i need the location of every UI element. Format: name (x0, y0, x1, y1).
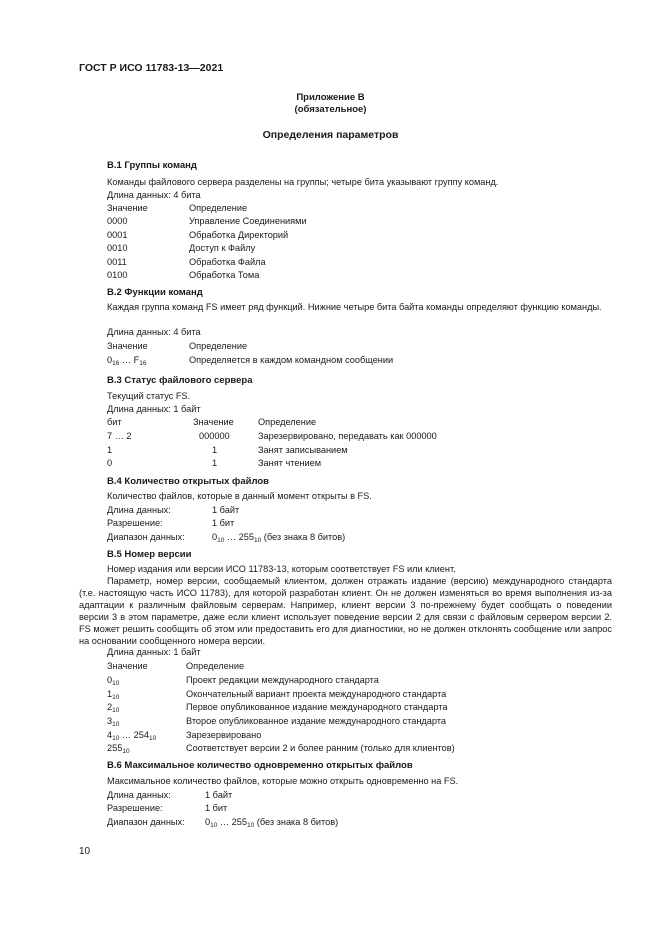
col-value-header: Значение (193, 417, 234, 427)
section-b5-para: Параметр, номер версии, сообщаемый клиентом, должен отражать издание (версию) международного стандарта (т.е. настоящую часть ИСО 11783), для которой разработан клиент. Он не должен изменяться во время выполнения из-за адаптации к различным файловым серверам. Например, клиент версии 3 по-прежнему будет сообщать о поведении версии 3 в этом параметре, даже если клиент использует поведение версии 2 для связи с файловым сервером версии 2. FS может решить сообщить об этом или предоставить его для диагностики, но не должен отклонять сообщение или запрос на основании сообщенного номера версии. (79, 576, 612, 646)
row-def: Обработка Тома (189, 270, 260, 280)
row-def: Второе опубликованное издание международного стандарта (186, 716, 447, 726)
row-value: 0011 (107, 257, 127, 267)
section-b4-heading: В.4 Количество открытых файлов (107, 476, 269, 487)
appendix-note: (обязательное) (294, 104, 367, 115)
section-b1-desc: Команды файлового сервера разделены на группы; четыре бита указывают группу команд. (107, 177, 499, 187)
row-def: Зарезервировано (186, 730, 262, 740)
field-label: Разрешение: (107, 518, 163, 528)
section-b2-heading: В.2 Функции команд (107, 287, 203, 298)
col-value-header: Значение (107, 661, 148, 671)
col-def-header: Определение (189, 203, 248, 213)
row-bit: 0 (107, 458, 113, 468)
row-bit: 1 (107, 445, 113, 455)
page-number: 10 (79, 846, 91, 857)
field-value: 1 байт (205, 790, 233, 800)
row-def: Зарезервировано, передавать как 000000 (258, 431, 437, 441)
section-b6-heading: В.6 Максимальное количество одновременно открытых файлов (107, 760, 413, 771)
section-b3-heading: В.3 Статус файлового сервера (107, 375, 253, 386)
row-def: Окончательный вариант проекта международного стандарта (186, 689, 447, 699)
row-def: Первое опубликованное издание международного стандарта (186, 702, 448, 712)
section-b5-heading: В.5 Номер версии (107, 549, 192, 560)
field-label: Длина данных: (107, 790, 171, 800)
field-value: $0_{10}$ … $255_{10}$ (без знака 8 битов) (212, 532, 346, 544)
row-def: Определяется в каждом командном сообщении (189, 355, 394, 365)
col-def-header: Определение (189, 341, 248, 351)
section-b2-desc: Каждая группа команд FS имеет ряд функций. Нижние четыре бита байта команды определяют функцию команды. (107, 302, 602, 312)
row-value: 0000 (107, 216, 128, 226)
page-title: Определения параметров (262, 129, 399, 141)
field-value: 1 бит (212, 518, 235, 528)
field-value: 1 бит (205, 803, 228, 813)
row-value: $3_{10}$ (107, 716, 120, 728)
row-value: $255_{10}$ (107, 743, 130, 755)
row-value: 1 (212, 445, 218, 455)
row-value: $0_{16}$ … $F_{16}$ (107, 355, 147, 367)
section-b3-length: Длина данных: 1 байт (107, 404, 201, 414)
row-value: 000000 (199, 431, 230, 441)
row-value: $2_{10}$ (107, 702, 120, 714)
field-label: Длина данных: (107, 505, 171, 515)
row-value: $0_{10}$ (107, 675, 120, 687)
section-b4-desc: Количество файлов, которые в данный момент открыты в FS. (107, 491, 372, 501)
document-header: ГОСТ Р ИСО 11783-13—2021 (79, 62, 224, 74)
field-label: Диапазон данных: (107, 817, 185, 827)
col-bit-header: бит (107, 417, 122, 427)
row-value: $4_{10}$ … $254_{10}$ (107, 730, 157, 742)
field-value: $0_{10}$ … $255_{10}$ (без знака 8 битов) (205, 817, 339, 829)
row-value: $1_{10}$ (107, 689, 120, 701)
field-label: Разрешение: (107, 803, 163, 813)
row-bit: 7 … 2 (107, 431, 132, 441)
row-def: Управление Соединениями (189, 216, 307, 226)
field-label: Диапазон данных: (107, 532, 185, 542)
col-value-header: Значение (107, 203, 148, 213)
section-b6-desc: Максимальное количество файлов, которые можно открыть одновременно на FS. (107, 776, 459, 786)
row-def: Занят записыванием (258, 445, 348, 455)
section-b5-length: Длина данных: 1 байт (107, 647, 201, 657)
row-def: Соответствует версии 2 и более ранним (только для клиентов) (186, 743, 455, 753)
section-b3-desc: Текущий статус FS. (107, 391, 191, 401)
col-value-header: Значение (107, 341, 148, 351)
section-b2-length: Длина данных: 4 бита (107, 327, 201, 337)
col-def-header: Определение (258, 417, 317, 427)
section-b5-desc: Номер издания или версии ИСО 11783-13, которым соответствует FS или клиент. (107, 564, 456, 574)
row-value: 1 (212, 458, 218, 468)
row-def: Занят чтением (258, 458, 322, 468)
row-value: 0100 (107, 270, 128, 280)
row-def: Доступ к Файлу (189, 243, 256, 253)
row-def: Проект редакции международного стандарта (186, 675, 379, 685)
field-value: 1 байт (212, 505, 240, 515)
appendix-title: Приложение В (296, 92, 365, 103)
col-def-header: Определение (186, 661, 245, 671)
row-def: Обработка Файла (189, 257, 266, 267)
row-value: 0010 (107, 243, 128, 253)
section-b1-length: Длина данных: 4 бита (107, 190, 201, 200)
section-b1-heading: В.1 Группы команд (107, 160, 197, 171)
row-value: 0001 (107, 230, 128, 240)
row-def: Обработка Директорий (189, 230, 289, 240)
